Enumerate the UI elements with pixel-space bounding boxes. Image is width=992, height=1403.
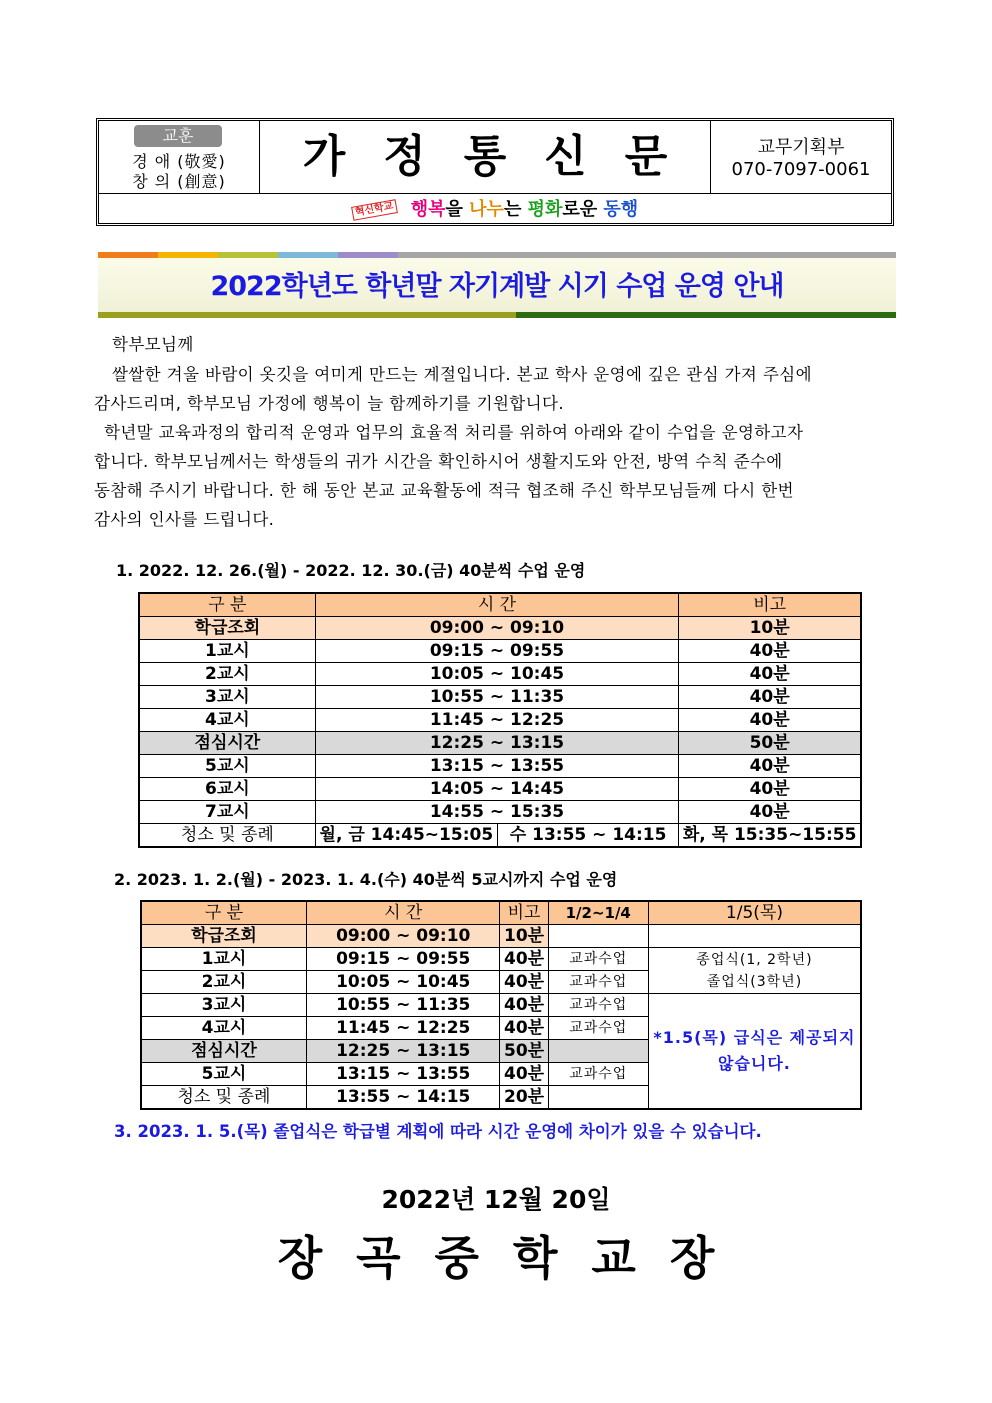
table-cell: 40분 <box>679 801 861 824</box>
table-cell: 10분 <box>679 617 861 640</box>
newsletter-title: 가정통신문 <box>302 131 706 182</box>
table-cell: 교과수업 <box>548 1063 648 1086</box>
table-cell: 40분 <box>679 663 861 686</box>
table-cell: 50분 <box>500 1040 548 1063</box>
department-phone: 070-7097-0061 <box>731 159 871 180</box>
principal-signature: 장곡중학교장 <box>277 1231 749 1285</box>
table-header-row <box>139 593 861 617</box>
table-cell: 교과수업 <box>548 971 648 994</box>
table-cell: 12:25 ~ 13:15 <box>315 732 679 755</box>
table-cell <box>548 1040 648 1063</box>
notice-title: 2022학년도 학년말 자기계발 시기 수업 운영 안내 <box>210 271 784 302</box>
column-header: 구 분 <box>139 593 315 617</box>
table-cell: 4교시 <box>141 1017 306 1040</box>
letter-paragraph-line: 동참해 주시기 바랍니다. 한 해 동안 본교 교육활동에 적극 협조해 주신 학부모님들께 다시 한번 <box>94 481 794 500</box>
column-header: 시 간 <box>315 593 679 617</box>
table-cell: 학급조회 <box>139 617 315 640</box>
column-header: 시 간 <box>306 901 500 925</box>
table-cell: 13:55 ~ 14:15 <box>306 1086 500 1110</box>
table-cell: 학급조회 <box>141 925 306 948</box>
table-row <box>139 663 861 686</box>
slogan-particle-2: 는 <box>503 199 528 220</box>
motto-line-1: 경 애 (敬愛) <box>132 152 226 171</box>
table-cell: 13:15 ~ 13:55 <box>306 1063 500 1086</box>
table-cell: 40분 <box>500 994 548 1017</box>
table-cell: 3교시 <box>141 994 306 1017</box>
letter-paragraph-line: 학년말 교육과정의 합리적 운영과 업무의 효율적 처리를 위하여 아래와 같이 수업을 운영하고자 <box>104 423 804 442</box>
column-header: 비고 <box>679 593 861 617</box>
table-row <box>141 948 861 971</box>
table-cell: 6교시 <box>139 778 315 801</box>
lunch-notice-line-2: 않습니다. <box>717 1054 791 1073</box>
table-cell: 40분 <box>500 948 548 971</box>
table-cell: 1교시 <box>141 948 306 971</box>
slogan-particle-3: 로운 <box>562 199 604 220</box>
table-row <box>141 994 861 1017</box>
table-cell: 10:05 ~ 10:45 <box>306 971 500 994</box>
table-row <box>139 732 861 755</box>
table-cell: 40분 <box>679 709 861 732</box>
table-cell: 월, 금 14:45~15:05 <box>315 824 497 848</box>
column-header: 1/5(목) <box>648 901 861 925</box>
letter-paragraph-line: 감사드리며, 학부모님 가정에 행복이 늘 함께하기를 기원합니다. <box>94 394 564 413</box>
table-row <box>139 778 861 801</box>
table-cell: 40분 <box>500 1017 548 1040</box>
table-cell: 7교시 <box>139 801 315 824</box>
lunch-notice-line-1: *1.5(목) 급식은 제공되지 <box>653 1028 856 1047</box>
table-header-row <box>141 901 861 925</box>
innovation-school-stamp: 혁신학교 <box>351 199 397 221</box>
table-cell: 14:05 ~ 14:45 <box>315 778 679 801</box>
slogan-word-3: 평화 <box>527 199 563 220</box>
section-3-note: 3. 2023. 1. 5.(목) 졸업식은 학급별 계획에 따라 시간 운영에 차이가 있을 수 있습니다. <box>114 1122 762 1141</box>
table-cell: 10:05 ~ 10:45 <box>315 663 679 686</box>
table-cell: 13:15 ~ 13:55 <box>315 755 679 778</box>
ceremony-line-1: 종업식(1, 2학년) <box>696 951 813 968</box>
table-row <box>141 925 861 948</box>
schedule-table-2 <box>140 900 862 1110</box>
table-cell: 10:55 ~ 11:35 <box>315 686 679 709</box>
table-cell: 교과수업 <box>548 994 648 1017</box>
table-cell: 점심시간 <box>141 1040 306 1063</box>
school-slogan <box>99 193 891 226</box>
table-cell: 교과수업 <box>548 948 648 971</box>
table-cell: 40분 <box>500 971 548 994</box>
table-cell: 수 13:55 ~ 14:15 <box>497 824 678 848</box>
table-row <box>139 686 861 709</box>
title-banner <box>98 252 896 318</box>
table-cell: 11:45 ~ 12:25 <box>306 1017 500 1040</box>
table-cell: 40분 <box>500 1063 548 1086</box>
table-cell: 2교시 <box>141 971 306 994</box>
table-cell: 09:00 ~ 09:10 <box>315 617 679 640</box>
table-cell: 40분 <box>679 640 861 663</box>
issue-date: 2022년 12월 20일 <box>381 1185 611 1214</box>
banner-stripe <box>98 312 516 318</box>
table-cell: 50분 <box>679 732 861 755</box>
table-cell: 10:55 ~ 11:35 <box>306 994 500 1017</box>
column-header: 구 분 <box>141 901 306 925</box>
table-cell <box>648 925 861 948</box>
table-cell: 14:55 ~ 15:35 <box>315 801 679 824</box>
department-name: 교무기획부 <box>757 137 845 158</box>
table-cell: 20분 <box>500 1086 548 1110</box>
department-contact <box>710 121 891 193</box>
column-header: 1/2~1/4 <box>548 901 648 925</box>
motto-line-2: 창 의 (創意) <box>132 172 226 191</box>
table-cell: 교과수업 <box>548 1017 648 1040</box>
table-cell: 40분 <box>679 755 861 778</box>
ceremony-line-2: 졸업식(3학년) <box>706 973 803 990</box>
column-header: 비고 <box>500 901 548 925</box>
table-cell <box>548 925 648 948</box>
table-row <box>139 755 861 778</box>
table-cell: 5교시 <box>139 755 315 778</box>
table-cell: 1교시 <box>139 640 315 663</box>
table-cell: 40분 <box>679 778 861 801</box>
table-cell: 5교시 <box>141 1063 306 1086</box>
slogan-word-2: 나누 <box>469 199 504 220</box>
letter-paragraph-line: 합니다. 학부모님께서는 학생들의 귀가 시간을 확인하시어 생활지도와 안전, 방역 수칙 준수에 <box>94 452 783 471</box>
banner-stripe <box>516 312 896 318</box>
table-cell: 4교시 <box>139 709 315 732</box>
table-cell: 40분 <box>679 686 861 709</box>
slogan-word-4: 동행 <box>603 199 639 220</box>
table-row <box>139 801 861 824</box>
table-cell: 3교시 <box>139 686 315 709</box>
table-cell: 2교시 <box>139 663 315 686</box>
slogan-particle-1: 을 <box>445 199 470 220</box>
jan5-ceremony-cell <box>648 948 861 994</box>
table-row <box>139 709 861 732</box>
school-motto <box>99 121 260 193</box>
letter-paragraph-line: 쌀쌀한 겨울 바람이 옷깃을 여미게 만드는 계절입니다. 본교 학사 운영에 깊은 관심 가져 주심에 <box>112 365 812 384</box>
table-cell: 12:25 ~ 13:15 <box>306 1040 500 1063</box>
table-cell: 10분 <box>500 925 548 948</box>
newsletter-header <box>96 118 894 226</box>
table-cell: 09:00 ~ 09:10 <box>306 925 500 948</box>
table-row <box>139 640 861 663</box>
table-cell: 화, 목 15:35~15:55 <box>679 824 861 848</box>
section-1-heading: 1. 2022. 12. 26.(월) - 2022. 12. 30.(금) 40분씩 수업 운영 <box>116 561 586 580</box>
table-cell: 청소 및 종례 <box>141 1086 306 1110</box>
table-cell: 점심시간 <box>139 732 315 755</box>
motto-badge: 교훈 <box>134 125 222 147</box>
slogan-word-1: 행복 <box>410 199 446 220</box>
table-row <box>139 824 861 848</box>
table-cell: 청소 및 종례 <box>139 824 315 848</box>
table-cell: 11:45 ~ 12:25 <box>315 709 679 732</box>
table-row <box>139 617 861 640</box>
letter-paragraph-line: 감사의 인사를 드립니다. <box>94 510 275 529</box>
table-cell <box>548 1086 648 1110</box>
table-cell: 09:15 ~ 09:55 <box>315 640 679 663</box>
section-2-heading: 2. 2023. 1. 2.(월) - 2023. 1. 4.(수) 40분씩 5교시까지 수업 운영 <box>114 870 618 889</box>
table-cell: 09:15 ~ 09:55 <box>306 948 500 971</box>
greeting: 학부모님께 <box>112 335 194 354</box>
lunch-notice-cell <box>648 994 861 1110</box>
schedule-table-1 <box>138 592 862 848</box>
